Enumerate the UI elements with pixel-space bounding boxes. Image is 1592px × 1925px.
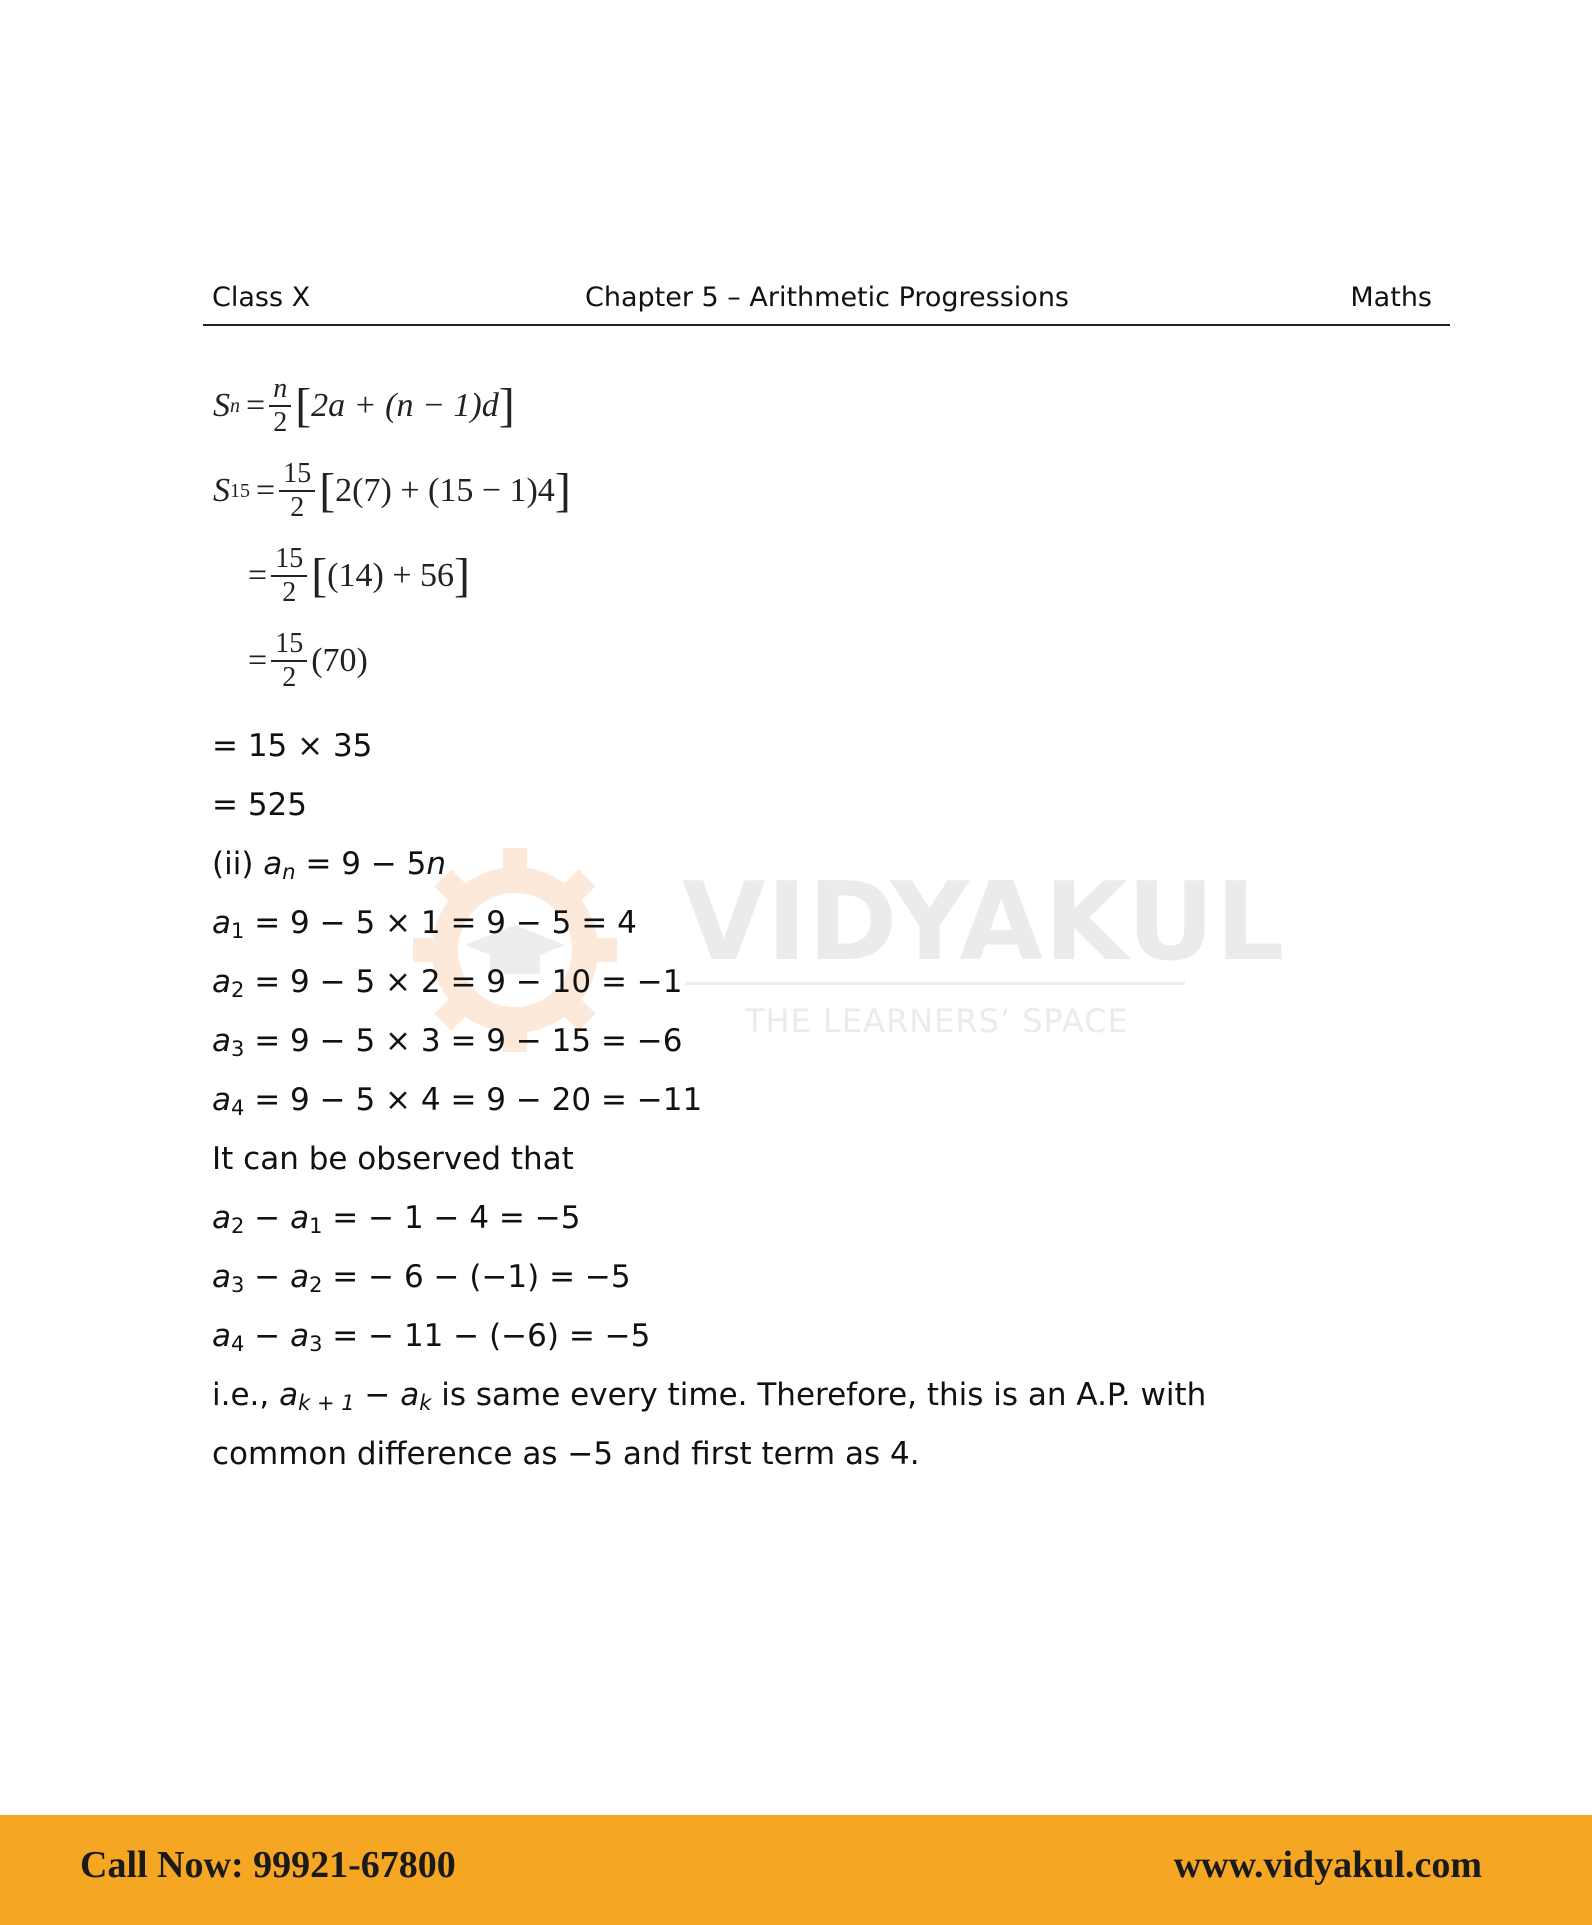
call-now-text[interactable]: Call Now: 99921-67800	[80, 1844, 456, 1886]
line-a1	[212, 905, 637, 943]
subscript: 3	[231, 1037, 245, 1061]
line-conclusion	[212, 1377, 1206, 1415]
right-bracket: ]	[498, 379, 515, 432]
line-a2	[212, 964, 683, 1002]
var-a: a	[212, 905, 231, 941]
footer-bar	[0, 1815, 1592, 1925]
formula-body: (14) + 56	[327, 557, 454, 594]
subscript: 3	[231, 1273, 245, 1297]
line-result: = 525	[212, 787, 307, 823]
website-link[interactable]: www.vidyakul.com	[1173, 1844, 1482, 1886]
subscript: 1	[309, 1214, 323, 1238]
line-rest: = − 6 − (−1) = −5	[322, 1259, 631, 1295]
fraction-denominator: 2	[290, 492, 305, 523]
var-a: a	[212, 1200, 231, 1236]
watermark-divider	[685, 982, 1185, 985]
formula-eq: =	[248, 642, 268, 679]
line-common-difference: common difference as −5 and first term as 4.	[212, 1436, 920, 1472]
fraction-numerator: 15	[271, 545, 307, 577]
fraction-numerator: 15	[271, 630, 307, 662]
formula-step-3	[248, 545, 470, 607]
fraction-denominator: 2	[273, 407, 288, 438]
line-rest: = − 1 − 4 = −5	[322, 1200, 581, 1236]
minus: −	[354, 1377, 401, 1413]
watermark-subtitle: THE LEARNERS’ SPACE	[745, 1002, 1129, 1040]
var-a: a	[212, 964, 231, 1000]
page-header	[203, 280, 1450, 326]
minus: −	[244, 1200, 291, 1236]
formula-fraction	[279, 460, 315, 522]
line-rest: = 9 − 5 × 2 = 9 − 10 = −1	[244, 964, 683, 1000]
subscript: k + 1	[298, 1391, 355, 1415]
line-part-ii	[212, 846, 446, 884]
var-a: a	[290, 1318, 310, 1354]
var-a: a	[290, 1259, 310, 1295]
var-a: a	[400, 1377, 420, 1413]
minus: −	[244, 1318, 291, 1354]
subscript: 4	[231, 1332, 245, 1356]
subscript: 2	[231, 978, 245, 1002]
minus: −	[244, 1259, 291, 1295]
left-bracket: [	[311, 549, 328, 602]
formula-lhs-var: S	[213, 472, 230, 509]
formula-fraction	[271, 545, 307, 607]
line-rest: = 9 − 5 × 3 = 9 − 15 = −6	[244, 1023, 683, 1059]
class-label: Class X	[212, 282, 311, 313]
formula-body: 2a + (n − 1)d	[311, 387, 499, 424]
fraction-denominator: 2	[282, 662, 297, 693]
left-bracket: [	[319, 464, 336, 517]
formula-lhs-sub: n	[230, 394, 240, 417]
var-a: a	[263, 846, 283, 882]
ie-label: i.e.,	[212, 1377, 280, 1413]
formula-sum-general	[213, 375, 515, 437]
right-bracket: ]	[554, 464, 571, 517]
line-rest: = 9 − 5	[295, 846, 427, 882]
line-product: = 15 × 35	[212, 728, 373, 764]
formula-step-4	[248, 630, 368, 692]
fraction-denominator: 2	[282, 577, 297, 608]
subscript: 1	[231, 919, 245, 943]
formula-lhs-var: S	[213, 387, 230, 424]
fraction-numerator: n	[269, 375, 291, 407]
var-a: a	[212, 1023, 231, 1059]
subscript: 2	[231, 1214, 245, 1238]
line-observed: It can be observed that	[212, 1141, 574, 1177]
formula-body: (70)	[311, 642, 368, 679]
var-n: n	[426, 846, 447, 882]
var-a: a	[279, 1377, 299, 1413]
var-a: a	[290, 1200, 310, 1236]
formula-fraction	[269, 375, 291, 437]
sub-n: n	[282, 860, 296, 884]
formula-eq: =	[256, 472, 276, 509]
fraction-numerator: 15	[279, 460, 315, 492]
var-a: a	[212, 1318, 231, 1354]
line-diff-1	[212, 1200, 580, 1238]
part-label: (ii)	[212, 846, 264, 882]
subject-label: Maths	[1350, 282, 1432, 313]
watermark-title: VIDYAKUL	[682, 860, 1286, 985]
var-a: a	[212, 1259, 231, 1295]
formula-body: 2(7) + (15 − 1)4	[335, 472, 555, 509]
chapter-title: Chapter 5 – Arithmetic Progressions	[585, 282, 1069, 313]
subscript: 4	[231, 1096, 245, 1120]
subscript: 2	[309, 1273, 323, 1297]
line-a4	[212, 1082, 702, 1120]
formula-eq: =	[246, 387, 266, 424]
formula-s15	[213, 460, 571, 522]
formula-fraction	[271, 630, 307, 692]
subscript: k	[419, 1391, 432, 1415]
line-rest: = 9 − 5 × 4 = 9 − 20 = −11	[244, 1082, 703, 1118]
formula-eq: =	[248, 557, 268, 594]
right-bracket: ]	[454, 549, 470, 602]
line-rest: is same every time. Therefore, this is an A.P. with	[431, 1377, 1207, 1413]
line-rest: = 9 − 5 × 1 = 9 − 5 = 4	[244, 905, 637, 941]
line-rest: = − 11 − (−6) = −5	[322, 1318, 651, 1354]
line-diff-3	[212, 1318, 650, 1356]
line-a3	[212, 1023, 683, 1061]
subscript: 3	[309, 1332, 323, 1356]
var-a: a	[212, 1082, 231, 1118]
formula-lhs-sub: 15	[230, 479, 250, 502]
left-bracket: [	[295, 379, 312, 432]
line-diff-2	[212, 1259, 631, 1297]
